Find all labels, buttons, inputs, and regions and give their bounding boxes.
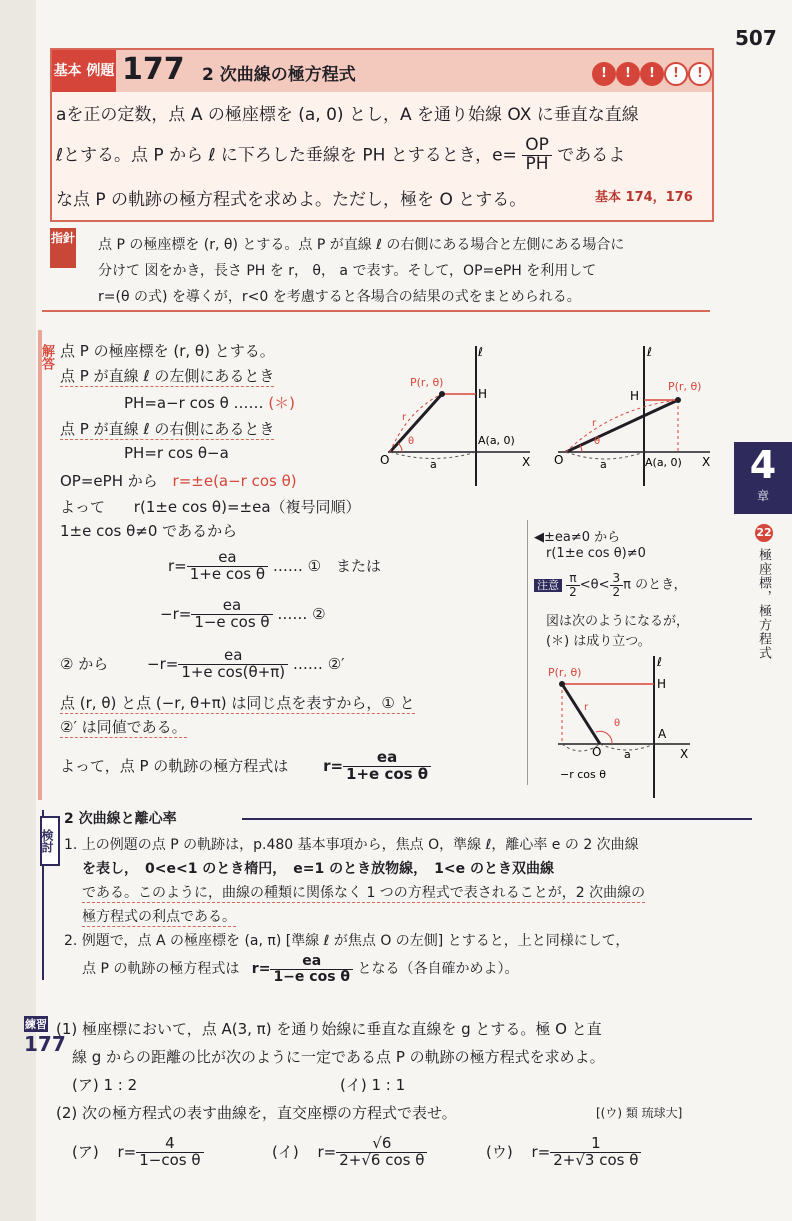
point-p <box>439 391 445 397</box>
label-o: O <box>554 453 564 467</box>
label-h: H <box>478 387 488 401</box>
column-tag: 検討 <box>40 816 60 866</box>
exercise-item-a <box>72 1136 204 1169</box>
exercise-line: (2) 次の極方程式の表す曲線を，直交座標の方程式で表せ。 <box>56 1104 457 1122</box>
numerator: ea <box>178 648 288 665</box>
segment-op <box>562 684 600 744</box>
label-x: X <box>680 747 689 761</box>
fraction <box>550 1136 641 1169</box>
eq-lhs: r= <box>531 1142 551 1161</box>
numerator: √6 <box>336 1136 427 1153</box>
label-r: r <box>402 412 407 423</box>
solution-line <box>60 470 297 491</box>
eq-tail: …… ① または <box>272 556 382 575</box>
fraction <box>270 954 353 984</box>
difficulty-mark: ! <box>688 62 712 86</box>
eq-tail: …… ② <box>277 604 326 623</box>
side-note: r(1±e cos θ)≠0 <box>546 546 646 561</box>
eq-lhs: −r= <box>147 654 179 673</box>
denominator: 1+e cos(θ+π) <box>181 662 286 681</box>
example-header <box>52 50 712 92</box>
denominator: 1−e cos θ <box>273 968 351 985</box>
item-label: (ア) <box>72 1142 99 1161</box>
hint-box <box>42 228 710 312</box>
solution-line: 1±e cos θ≠0 であるから <box>60 522 238 540</box>
label-ell: ℓ <box>657 655 662 669</box>
section-topic: 極座標，極方程式 <box>756 548 771 660</box>
hint-line: r=(θ の式) を導くが，r<0 を考慮すると各場合の結果の式をまとめられる。 <box>98 289 581 305</box>
equation: PH=a−r cos θ …… <box>124 394 264 412</box>
segment-op <box>566 400 678 452</box>
side-note: ◀±ea≠0 から <box>534 530 621 545</box>
side-note-caution <box>534 572 687 598</box>
eq-lhs: r= <box>168 556 187 575</box>
problem-line: aを正の定数，点 A の極座標を (a, 0) とし，A を通り始線 OX に垂直な直線 <box>56 105 639 125</box>
label-o: O <box>592 745 602 759</box>
equation-2-prime <box>60 648 345 681</box>
difficulty-mark: ! <box>616 62 640 86</box>
equation: r(1±e cos θ)=±ea（複号同順） <box>133 498 361 516</box>
fraction <box>187 550 268 583</box>
side-note: (＊) は成り立つ。 <box>546 634 651 649</box>
exercise-option: (ア) 1 : 2 <box>72 1076 138 1094</box>
solution-line: 点 P が直線 ℓ の左側にあるとき <box>60 367 275 385</box>
eq-tail: …… ②′ <box>292 654 345 673</box>
example-number: 177 <box>122 52 185 87</box>
chapter-tab[interactable] <box>734 442 792 514</box>
label-p: P(r, θ) <box>410 376 444 389</box>
solution-line: 点 P の極座標を (r, θ) とする。 <box>60 342 275 360</box>
solution-line: ②′ は同値である。 <box>60 718 187 736</box>
label-ell: ℓ <box>647 345 652 359</box>
label-theta: θ <box>614 718 621 729</box>
item-label: (イ) <box>272 1142 299 1161</box>
denominator: 1−cos θ <box>139 1150 201 1169</box>
example-label: 基本 例題 <box>52 50 116 92</box>
difficulty-mark: ! <box>592 62 616 86</box>
figure-caution-case <box>530 652 700 802</box>
hint-line: 分けて 図をかき，長さ PH を r， θ， a で表す。そして，OP=ePH を利用して <box>98 263 597 279</box>
numerator: ea <box>187 550 268 567</box>
hint-tag: 指針 <box>50 228 76 268</box>
star-mark: (＊) <box>268 394 296 412</box>
numerator: ea <box>191 598 272 615</box>
side-divider <box>527 520 528 785</box>
equation-2 <box>160 598 326 631</box>
column-line: である。このように，曲線の種類に関係なく 1 つの方程式で表されることが，2 次曲線の <box>82 882 645 903</box>
numerator: ea <box>270 954 353 970</box>
answer-fraction <box>343 750 431 783</box>
label-neg-rcos: −r cos θ <box>560 768 606 781</box>
eq-lhs: r= <box>251 961 271 978</box>
column-line: 1. 上の例題の点 P の軌跡は，p.480 基本事項から，焦点 O，準線 ℓ，離心率 e の 2 次曲線 <box>64 837 639 853</box>
denominator: 1−e cos θ <box>194 612 270 631</box>
exercise-number: 177 <box>24 1032 66 1056</box>
solution-line <box>60 750 431 783</box>
column-line: 2. 例題で，点 A の極座標を (a, π) [準線 ℓ が焦点 O の左側] とすると，上と同様にして， <box>64 933 630 949</box>
problem-line: な点 P の軌跡の極方程式を求めよ。ただし，極を O とする。 <box>56 190 527 210</box>
label-h: H <box>657 677 667 691</box>
column-line <box>82 954 518 984</box>
label-theta: θ <box>408 436 415 447</box>
column-text: となる（各自確かめよ）。 <box>357 961 519 978</box>
solution-line: PH=r cos θ−a <box>124 444 229 462</box>
eq-lhs: −r= <box>160 604 192 623</box>
exercise-item-c <box>486 1136 641 1169</box>
caution-tag: 注意 <box>534 579 562 592</box>
denominator: 2+√6 cos θ <box>339 1150 425 1169</box>
fraction <box>610 572 624 598</box>
denominator: 2+√3 cos θ <box>553 1150 639 1169</box>
fraction <box>522 137 552 174</box>
exercise-tag-label: 練習 <box>25 1018 47 1031</box>
fraction <box>336 1136 427 1169</box>
fraction <box>178 648 288 681</box>
difficulty-mark: ! <box>664 62 688 86</box>
solution-line: 点 P が直線 ℓ の右側にあるとき <box>60 420 275 438</box>
problem-text: ℓとする。点 P から ℓ に下ろした垂線を PH とするとき，e= <box>56 145 517 166</box>
column-title: 2 次曲線と離心率 <box>64 811 177 827</box>
eq-lhs: r= <box>317 1142 337 1161</box>
label-a: a <box>624 748 631 761</box>
inequality: <θ< <box>579 577 610 593</box>
label-ell: ℓ <box>478 345 483 359</box>
chapter-label: 章 <box>756 489 769 503</box>
denominator: PH <box>525 153 549 174</box>
fraction <box>136 1136 203 1169</box>
label-a: a <box>600 458 607 471</box>
numerator: OP <box>522 137 552 156</box>
page-number: 507 <box>735 26 777 50</box>
solution-line: 点 (r, θ) と点 (−r, θ+π) は同じ点を表すから，① と <box>60 694 415 712</box>
fraction <box>191 598 272 631</box>
solution-bar <box>38 330 42 800</box>
exercise-option: (イ) 1 : 1 <box>340 1076 406 1094</box>
side-note: 図は次のようになるが， <box>546 614 690 629</box>
solution-line <box>60 496 361 517</box>
fraction <box>566 572 580 598</box>
side-text: π のとき， <box>623 577 687 593</box>
hint-line: 点 P の極座標を (r, θ) とする。点 P が直線 ℓ の右側にある場合と左側にある場合に <box>98 237 625 253</box>
figure-left-case <box>378 340 538 490</box>
solution-text: よって <box>60 498 106 516</box>
numerator: ea <box>343 750 431 767</box>
numerator: 1 <box>550 1136 641 1153</box>
label-o: O <box>380 453 390 467</box>
label-h: H <box>630 389 640 403</box>
label-a-point: A <box>658 727 667 741</box>
label-a-point: A(a, 0) <box>645 456 682 469</box>
numerator: 3 <box>610 572 624 586</box>
label-x: X <box>702 455 711 469</box>
label-r: r <box>584 702 589 713</box>
column-box <box>42 808 714 986</box>
exercise-item-b <box>272 1136 427 1169</box>
solution-text: よって，点 P の軌跡の極方程式は <box>60 756 289 775</box>
numerator: 4 <box>136 1136 203 1153</box>
column-title-rule <box>242 818 752 820</box>
label-x: X <box>522 455 531 469</box>
column-text: 点 P の軌跡の極方程式は <box>82 961 240 978</box>
denominator: 2 <box>569 584 577 599</box>
exercise-reference: [(ウ) 類 琉球大] <box>596 1106 683 1120</box>
label-p: P(r, θ) <box>548 666 582 679</box>
example-title: 2 次曲線の極方程式 <box>202 65 356 85</box>
label-a: a <box>430 458 437 471</box>
solution-tag: 解答 <box>39 344 54 370</box>
label-theta: θ <box>594 436 601 447</box>
item-label: (ウ) <box>486 1142 513 1161</box>
column-line: 極方程式の利点である。 <box>82 906 236 927</box>
problem-text: であるよ <box>557 145 626 166</box>
exercise-line: 線 g からの距離の比が次のように一定である点 P の軌跡の極方程式を求めよ。 <box>72 1048 605 1066</box>
reference-link[interactable]: 基本 174，176 <box>595 190 693 205</box>
eq-lhs: r= <box>117 1142 137 1161</box>
figure-right-case <box>552 340 722 490</box>
equation-1 <box>168 550 381 583</box>
chapter-number: 4 <box>749 443 777 487</box>
label-a-point: A(a, 0) <box>478 434 515 447</box>
point-p <box>559 681 565 687</box>
denominator: 1+e cos θ <box>189 564 266 583</box>
difficulty-mark: ! <box>640 62 664 86</box>
label-r: r <box>592 418 597 429</box>
point-p <box>675 397 681 403</box>
solution-text: ② から <box>60 654 109 673</box>
denominator: 1+e cos θ <box>346 764 429 783</box>
eq-lhs: r= <box>323 756 344 775</box>
denominator: 2 <box>612 584 621 599</box>
problem-line <box>56 137 625 174</box>
solution-line <box>124 392 295 413</box>
numerator: π <box>566 572 580 586</box>
solution-text: OP=ePH から <box>60 472 158 490</box>
label-p: P(r, θ) <box>668 380 702 393</box>
equation-red: r=±e(a−r cos θ) <box>172 472 297 490</box>
exercise-line: (1) 極座標において，点 A(3, π) を通り始線に垂直な直線を g とする。極 O と直 <box>56 1020 602 1038</box>
column-line: を表し， 0<e<1 のとき楕円， e=1 のとき放物線， 1<e のとき双曲線 <box>82 861 554 877</box>
section-badge: 22 <box>755 524 773 542</box>
